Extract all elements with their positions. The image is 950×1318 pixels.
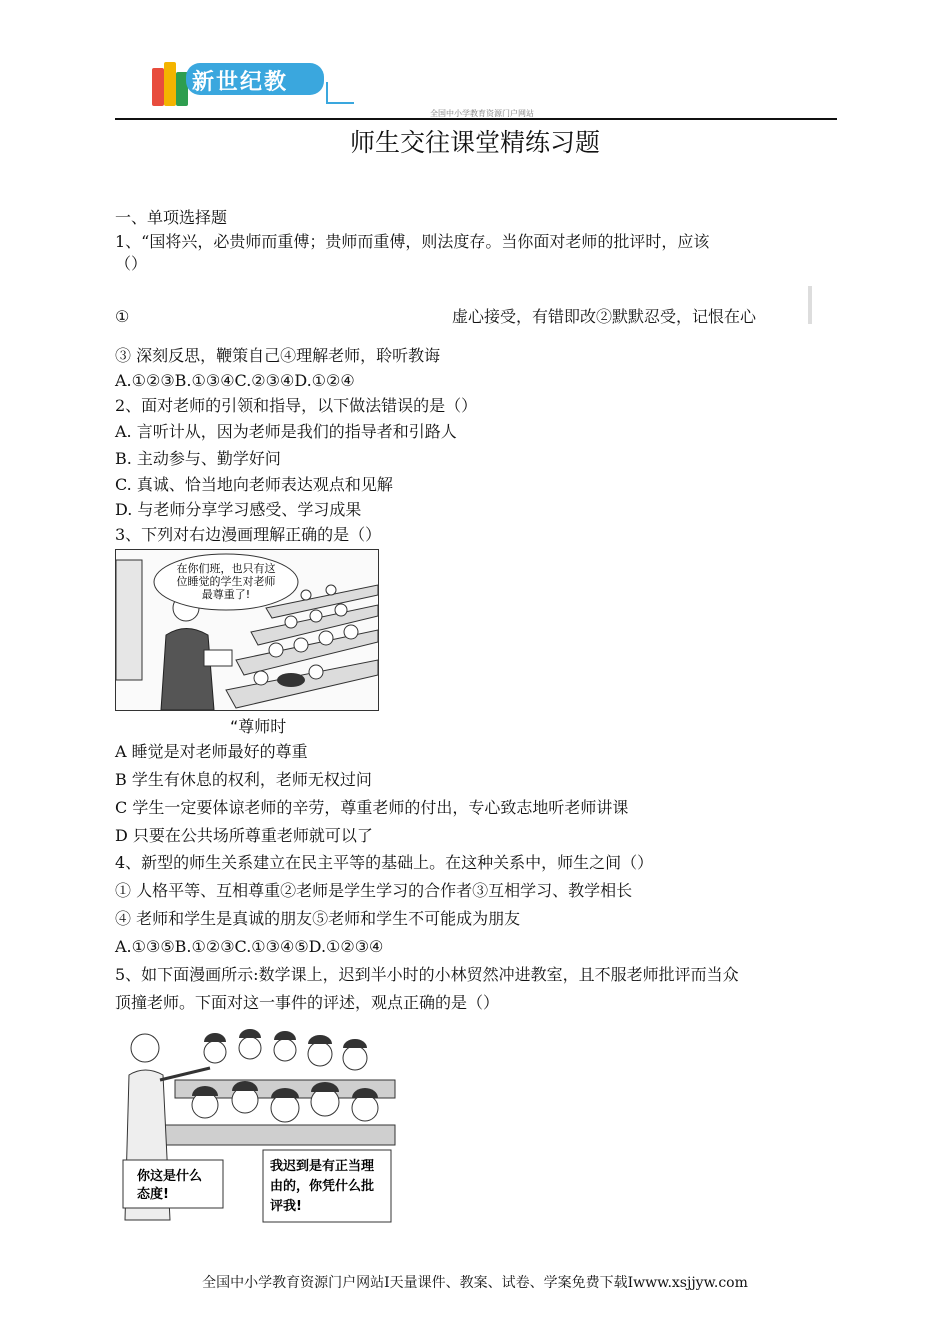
- header-faint-text: 全国中小学教育资源门户网站: [430, 109, 534, 118]
- book-icon: [164, 62, 176, 106]
- question-3-option: C 学生一定要体谅老师的辛劳，尊重老师的付出，专心致志地听老师讲课: [115, 798, 629, 817]
- cartoon-drawing: [115, 1020, 405, 1225]
- question-1-stem: 1、“国将兴，必贵师而重傅；贵师而重傅，则法度存。当你面对老师的批评时，应该: [115, 232, 710, 251]
- cartoon-classroom-sleeping: [115, 549, 379, 711]
- question-4-answers: A.①③⑤B.①②③C.①③④⑤D.①②③④: [115, 937, 384, 956]
- question-4-stem: 4、新型的师生关系建立在民主平等的基础上。在这种关系中，师生之间（）: [115, 853, 654, 872]
- question-4-line: ① 人格平等、互相尊重②老师是学生学习的合作者③互相学习、教学相长: [115, 881, 633, 900]
- question-2-option: B. 主动参与、勤学好问: [115, 449, 281, 468]
- question-2-option: A. 言听计从，因为老师是我们的指导者和引路人: [115, 422, 457, 441]
- bubble-line: 最尊重了!: [201, 588, 251, 601]
- bubble-line: 在你们班，也只有这: [176, 562, 276, 575]
- bubble-line: 评我!: [270, 1199, 302, 1214]
- scroll-mark: [808, 286, 812, 324]
- question-3-option: D 只要在公共场所尊重老师就可以了: [115, 826, 373, 845]
- bubble-line: 我迟到是有正当理: [270, 1159, 375, 1174]
- site-logo: [150, 55, 355, 110]
- question-3-stem: 3、下列对右边漫画理解正确的是（）: [115, 525, 382, 544]
- logo-text: 新世纪教: [192, 70, 289, 95]
- section-heading: 一、单项选择题: [115, 208, 228, 227]
- page-footer: 全国中小学教育资源门户网站I天量课件、教案、试卷、学案免费下载Iwww.xsjjyw.com: [202, 1275, 748, 1291]
- question-3-option: A 睡觉是对老师最好的尊重: [115, 742, 308, 761]
- question-2-option: C. 真诚、恰当地向老师表达观点和见解: [115, 475, 393, 494]
- bubble-line: 你这是什么: [137, 1169, 203, 1184]
- question-1-answers: A.①②③B.①③④C.②③④D.①②④: [115, 371, 355, 390]
- question-2-stem: 2、面对老师的引领和指导，以下做法错误的是（）: [115, 396, 478, 415]
- cartoon-late-student: [115, 1020, 405, 1225]
- bubble-line: 位睡觉的学生对老师: [176, 575, 276, 588]
- book-icon: [152, 68, 164, 106]
- question-5-stem: 5、如下面漫画所示:数学课上，迟到半小时的小林贸然冲进教室，且不服老师批评而当众: [115, 965, 739, 984]
- page-title: 师生交往课堂精练习题: [349, 128, 600, 157]
- question-2-option: D. 与老师分享学习感受、学习成果: [115, 500, 362, 519]
- bubble-line: 由的，你凭什么批: [270, 1179, 375, 1194]
- question-1-option-line2: ③ 深刻反思，鞭策自己④理解老师，聆听教诲: [115, 346, 441, 365]
- bubble-line: 态度!: [137, 1187, 169, 1202]
- question-5-stem-cont: 顶撞老师。下面对这一事件的评述，观点正确的是（）: [115, 993, 500, 1012]
- question-1-option-line1: 虚心接受，有错即改②默默忍受，记恨在心: [452, 307, 757, 326]
- question-4-line: ④ 老师和学生是真诚的朋友⑤老师和学生不可能成为朋友: [115, 909, 521, 928]
- question-1-option-mark: ①: [115, 307, 130, 326]
- cartoon-caption: “尊师时: [230, 717, 287, 736]
- cartoon-drawing: [116, 550, 378, 710]
- header-divider: [115, 118, 837, 120]
- question-1-stem-cont: （）: [115, 254, 148, 273]
- question-3-option: B 学生有休息的权利，老师无权过问: [115, 770, 372, 789]
